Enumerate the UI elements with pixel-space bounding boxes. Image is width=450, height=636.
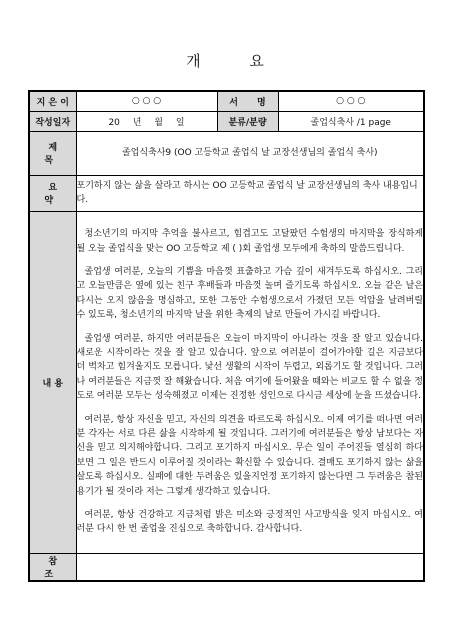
category-label: 분류/분량 <box>217 111 278 131</box>
signer-value: ○ ○ ○ <box>278 91 424 111</box>
date-label: 작성일자 <box>29 111 76 131</box>
content-paragraph: 여러분, 항상 건강하고 지금처럼 밝은 미소와 긍정적인 사고방식을 잊지 마십시오. 여러분 다시 한 번 졸업을 진심으로 축하합니다. 감사합니다. <box>76 510 423 535</box>
summary-label: 요 약 <box>29 175 76 211</box>
reference-value <box>76 553 424 581</box>
summary-row <box>29 175 424 211</box>
content-paragraph: 졸업생 여러분, 오늘의 기쁨을 마음껏 표출하고 가슴 깊이 새겨두도록 하십시오. 그리고 오늘만큼은 옆에 있는 친구 후배들과 마음껏 놀며 즐기도록 하십시오. 오늘 같은 날은 다시는 오지 않음을 명심하고, 또한 그동안 수험생으로서 가졌던 모든 억압을 날려버릴 수 있도록, 청소년기의 마지막 날을 위한 축제의 날로 만들어 가시길 바랍니다. <box>76 266 423 321</box>
signer-label: 서 명 <box>217 91 278 111</box>
page-title: 개 요 <box>186 52 286 70</box>
overview-table <box>28 90 425 582</box>
author-value: ○ ○ ○ <box>76 91 217 111</box>
author-row <box>29 91 424 111</box>
content-paragraph: 청소년기의 마지막 추억을 불사르고, 힘겹고도 고달팠던 수험생의 마지막을 장식하게 될 오늘 졸업식을 맞는 OO 고등학교 제 ( )회 졸업생 모두에게 축하의 말씀드립니다. <box>76 229 423 254</box>
reference-label: 참 조 <box>29 553 76 581</box>
subject-value: 졸업식축사9 (OO 고등학교 졸업식 날 교장선생님의 졸업식 축사) <box>76 131 424 175</box>
reference-row <box>29 553 424 581</box>
summary-value: 포기하지 않는 삶을 살라고 하시는 OO 고등학교 졸업식 날 교장선생님의 축사 내용입니다. <box>76 175 424 211</box>
content-paragraph: 졸업생 여러분, 하지만 여러분들은 오늘이 마지막이 아니라는 것을 잘 알고 있습니다. 새로운 시작이라는 것을 잘 알고 있습니다. 앞으로 여러분이 걸어가야할 길은 지금보다 더 벅차고 힘겨울지도 모릅니다. 낯선 생활의 시작이 두렵고, 외롭기도 할 것입니다. 그러나 여러분들은 지금껏 잘 해왔습니다. 처음 여기에 들어왔을 때와는 비교도 할 수 없을 정도로 여러분 모두는 성숙해졌고 이제는 진정한 성인으로 다시금 세상에 눈을 뜨셨습니다. <box>76 333 423 402</box>
date-row <box>29 111 424 131</box>
content-body <box>76 211 424 553</box>
category-value: 졸업식축사 /1 page <box>278 111 424 131</box>
content-paragraph: 여러분, 항상 자신을 믿고, 자신의 의견을 따르도록 하십시오. 이제 여기를 떠나면 여러분 각자는 서로 다른 삶을 시작하게 될 것입니다. 그러기에 여러분들은 항상 남보다는 자신을 믿고 의지해야합니다. 그리고 포기하지 마십시오. 무슨 일이 주어진들 열심히 하다보면 그 일은 반드시 이루어질 것이라는 확신할 수 있습니다. 결매도 포기하지 않는 삶을 살도록 하십시오. 실패에 대한 두려움은 있을지언정 포기하지 않는다면 그 두려움은 참된 용기가 될 것이라 저는 그렇게 생각하고 있습니다. <box>76 414 423 497</box>
subject-row <box>29 131 424 175</box>
date-value: 20 년 월 일 <box>76 111 217 131</box>
content-row <box>29 211 424 553</box>
content-label: 내 용 <box>29 211 76 553</box>
author-label: 지 은 이 <box>29 91 76 111</box>
subject-label: 제 목 <box>29 131 76 175</box>
